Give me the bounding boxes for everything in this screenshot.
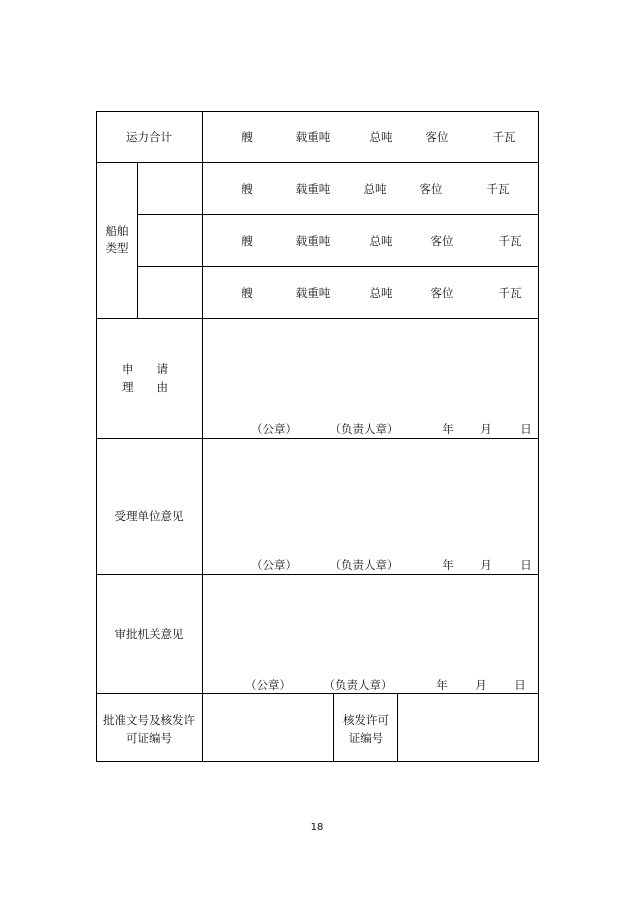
table-line bbox=[137, 162, 138, 318]
year-label: 年 bbox=[442, 422, 454, 436]
table-line bbox=[96, 111, 539, 112]
day-label: 日 bbox=[520, 422, 532, 436]
unit-gross-tons: 总吨 bbox=[369, 130, 393, 144]
table-line bbox=[96, 761, 539, 762]
unit-dwt: 载重吨 bbox=[295, 286, 331, 300]
unit-gross-tons: 总吨 bbox=[363, 182, 387, 196]
table-line bbox=[96, 162, 539, 163]
table-line bbox=[96, 318, 539, 319]
unit-gross-tons: 总吨 bbox=[369, 286, 393, 300]
table-line bbox=[137, 266, 539, 267]
day-label: 日 bbox=[520, 558, 532, 572]
unit-dwt: 载重吨 bbox=[295, 130, 331, 144]
year-label: 年 bbox=[442, 558, 454, 572]
receiving-unit-opinion-label: 受理单位意见 bbox=[114, 509, 184, 523]
unit-passenger-seats: 客位 bbox=[430, 286, 454, 300]
day-label: 日 bbox=[514, 678, 526, 692]
table-line bbox=[397, 693, 398, 762]
unit-ships: 艘 bbox=[241, 130, 253, 144]
official-seal-label: （公章） bbox=[251, 422, 297, 436]
unit-kilowatts: 千瓦 bbox=[492, 130, 516, 144]
table-line bbox=[96, 574, 539, 575]
table-line bbox=[333, 693, 334, 762]
total-capacity-label: 运力合计 bbox=[126, 130, 172, 144]
unit-kilowatts: 千瓦 bbox=[498, 234, 522, 248]
unit-dwt: 载重吨 bbox=[295, 182, 331, 196]
official-seal-label: （公章） bbox=[251, 558, 297, 572]
page-number: 18 bbox=[310, 822, 324, 833]
table-line bbox=[96, 111, 97, 762]
application-reason-label-line2: 理 由 bbox=[122, 380, 168, 394]
unit-passenger-seats: 客位 bbox=[425, 130, 449, 144]
month-label: 月 bbox=[480, 422, 492, 436]
unit-kilowatts: 千瓦 bbox=[486, 182, 510, 196]
ship-type-label-line2: 类型 bbox=[105, 241, 129, 255]
table-line bbox=[96, 693, 539, 694]
month-label: 月 bbox=[475, 678, 487, 692]
approval-number-label-line2: 可证编号 bbox=[126, 731, 172, 745]
unit-ships: 艘 bbox=[241, 234, 253, 248]
application-reason-label-line1: 申 请 bbox=[122, 362, 168, 376]
unit-ships: 艘 bbox=[241, 182, 253, 196]
unit-dwt: 载重吨 bbox=[295, 234, 331, 248]
unit-ships: 艘 bbox=[241, 286, 253, 300]
approval-number-label-line1: 批准文号及核发许 bbox=[103, 713, 195, 727]
license-number-label-line1: 核发许可 bbox=[343, 713, 389, 727]
year-label: 年 bbox=[436, 678, 448, 692]
person-in-charge-seal-label: （负责人章） bbox=[329, 422, 399, 436]
license-number-label-line2: 证编号 bbox=[348, 731, 384, 745]
person-in-charge-seal-label: （负责人章） bbox=[329, 558, 399, 572]
table-line bbox=[538, 111, 539, 762]
official-seal-label: （公章） bbox=[245, 678, 291, 692]
unit-passenger-seats: 客位 bbox=[430, 234, 454, 248]
unit-passenger-seats: 客位 bbox=[419, 182, 443, 196]
table-line bbox=[96, 438, 539, 439]
person-in-charge-seal-label: （负责人章） bbox=[323, 678, 393, 692]
table-line bbox=[137, 214, 539, 215]
month-label: 月 bbox=[480, 558, 492, 572]
ship-type-label-line1: 船舶 bbox=[105, 224, 129, 238]
unit-kilowatts: 千瓦 bbox=[498, 286, 522, 300]
unit-gross-tons: 总吨 bbox=[369, 234, 393, 248]
approval-authority-opinion-label: 审批机关意见 bbox=[114, 627, 184, 641]
table-line bbox=[202, 111, 203, 762]
